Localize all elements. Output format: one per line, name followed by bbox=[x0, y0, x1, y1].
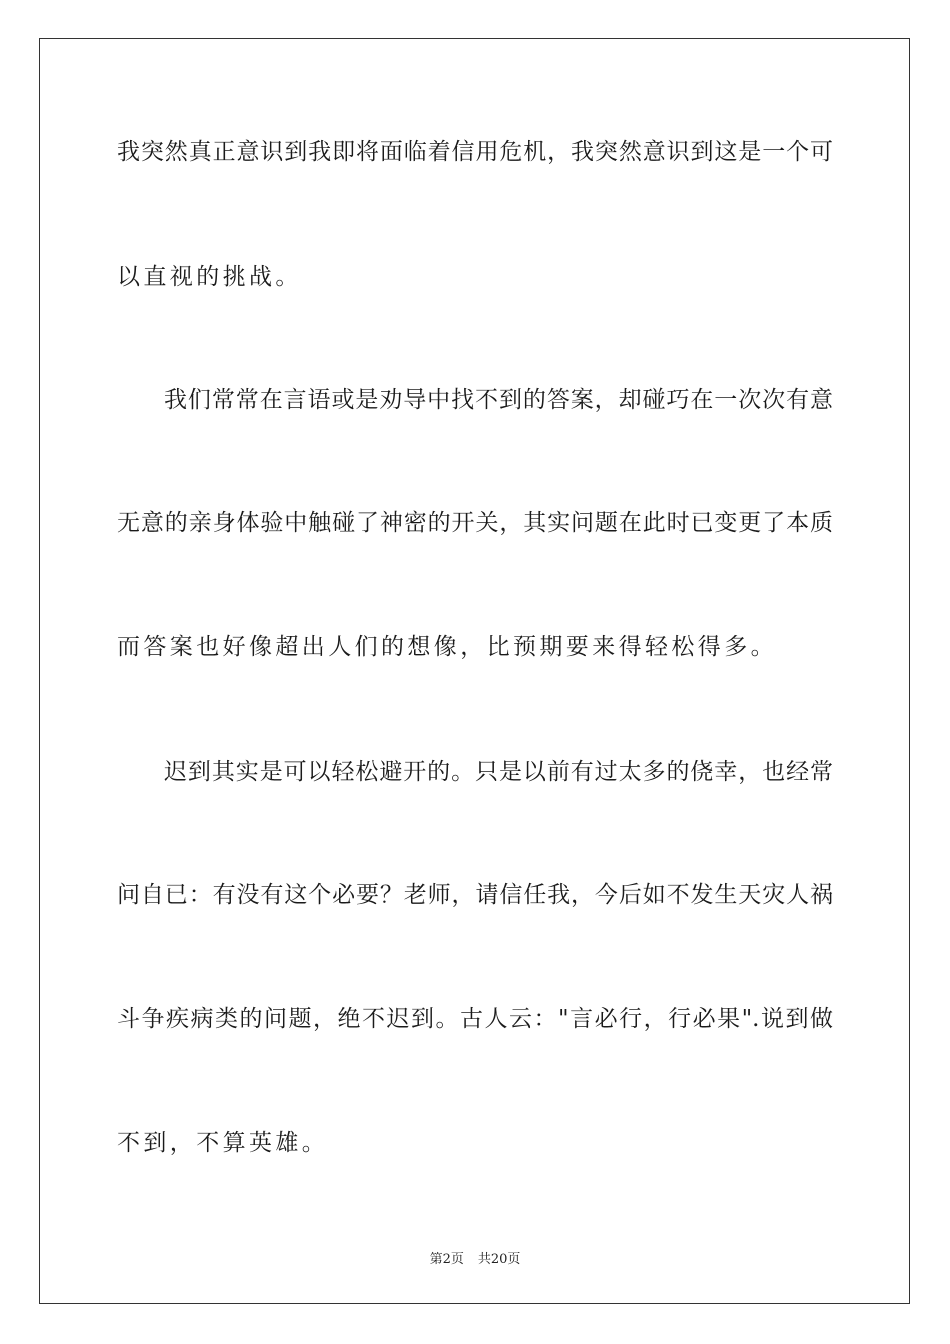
text-line-7: 问自已：有没有这个必要？老师，请信任我，今后如不发生天灾人祸 bbox=[117, 882, 833, 908]
text-line-9: 不到，不算英雄。 bbox=[117, 1130, 329, 1156]
text-line-3: 我们常常在言语或是劝导中找不到的答案，却碰巧在一次次有意 bbox=[164, 387, 833, 413]
text-line-5: 而答案也好像超出人们的想像，比预期要来得轻松得多。 bbox=[117, 634, 777, 660]
page-number: 第2页 bbox=[429, 1252, 464, 1267]
text-line-1: 我突然真正意识到我即将面临着信用危机，我突然意识到这是一个可 bbox=[117, 139, 833, 165]
text-line-4: 无意的亲身体验中触碰了神密的开关，其实问题在此时已变更了本质 bbox=[117, 510, 833, 536]
page-footer bbox=[0, 1248, 950, 1267]
text-line-2: 以直视的挑战。 bbox=[117, 264, 302, 290]
page-total: 共20页 bbox=[477, 1252, 521, 1267]
text-line-8: 斗争疾病类的问题，绝不迟到。古人云："言必行，行必果".说到做 bbox=[117, 1006, 833, 1032]
text-line-6: 迟到其实是可以轻松避开的。只是以前有过太多的侥幸，也经常 bbox=[164, 759, 833, 785]
page-border bbox=[39, 38, 910, 1304]
